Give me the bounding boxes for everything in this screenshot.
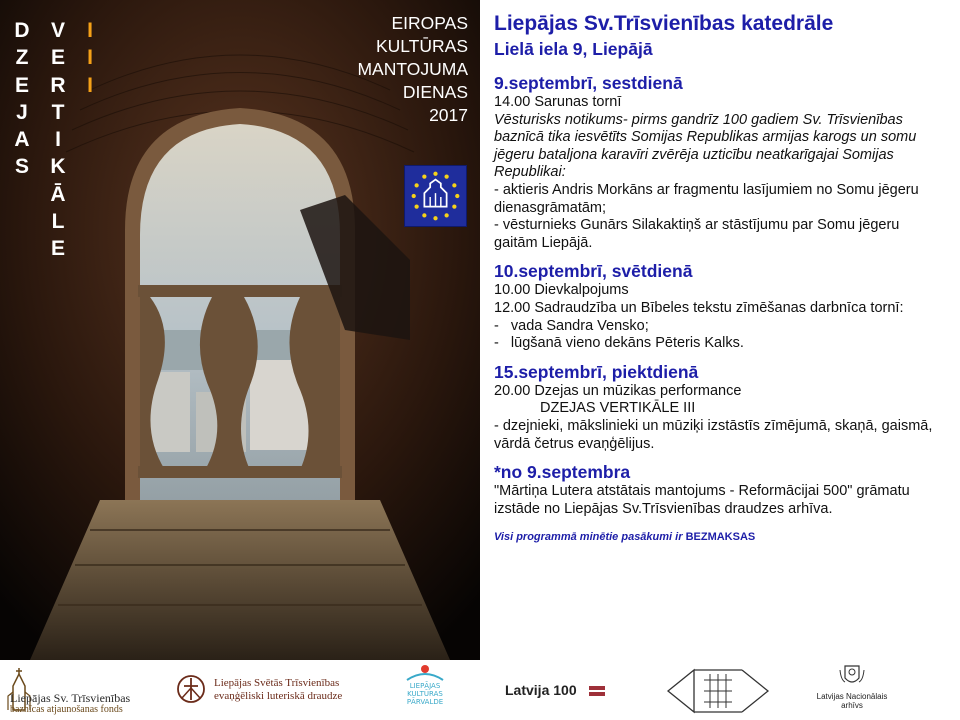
letter: I (87, 19, 93, 42)
latvia100-text: Latvija 100 (505, 682, 577, 698)
letter: Z (15, 46, 29, 70)
free-bold: BEZMAKSAS (685, 531, 756, 544)
culture-board-logo (403, 664, 447, 716)
letter: Ā (50, 182, 66, 206)
sponsor-logos (0, 660, 960, 720)
event-time: 10.00 Dievkalpojums (494, 282, 629, 299)
congregation-logo (176, 668, 361, 712)
heritage-days-label (357, 12, 468, 127)
culture-mark-icon (403, 664, 447, 682)
day-heading-sept9: 9.septembrī, sestdienā (494, 73, 683, 93)
letter: J (16, 100, 28, 124)
letter: E (50, 46, 65, 70)
list-item: - vēsturnieks Gunārs Silakaktiņš ar stāstījumu par Somu jēgeru gaitām Liepājā. (494, 217, 900, 251)
fund-name: Liepājas Sv. Trīsvienības (10, 691, 131, 705)
list-item: - dzejnieki, mākslinieki un mūziķi izstāstīs zīmējumā, skaņā, gaismā, vārdā četrus evaņģēlijus. (494, 417, 933, 452)
event-time: 12.00 Sadraudzība un Bībeles tekstu zīmēšanas darbnīca tornī: (494, 299, 904, 316)
letter: T (51, 100, 65, 124)
archive-line: arhīvs (841, 701, 863, 710)
vertical-letters-col1 (12, 17, 32, 181)
letter: I (87, 46, 93, 70)
archive-line: Latvijas Nacionālais (816, 692, 888, 701)
exhibit-description: "Mārtiņa Lutera atstātais mantojums - Reformācijai 500" grāmatu izstāde no Liepājas Sv.Trīsvienības draudzes arhīva. (494, 483, 910, 517)
fund-sub: baznīcas atjaunošanas fonds (10, 704, 123, 715)
letter: D (14, 19, 30, 42)
list-item: - lūgšanā vieno dekāns Pēteris Kalks. (494, 335, 744, 352)
vertical-letters-col3 (80, 17, 100, 99)
list-item: - vada Sandra Vensko; (494, 317, 649, 334)
archive-text (812, 692, 892, 710)
culture-line: KULTŪRAS (407, 690, 443, 698)
culture-line: LIEPĀJAS (409, 682, 441, 690)
program-text (494, 10, 946, 543)
cross-circle-icon (176, 674, 206, 704)
address: Lielā iela 9, Liepājā (494, 39, 653, 59)
event-time: 20.00 Dzejas un mūzikas performance (494, 382, 742, 399)
letter: I (87, 73, 93, 97)
national-archive-logo (812, 660, 892, 720)
event-time: 14.00 Sarunas tornī (494, 94, 622, 110)
vertical-letters-col2 (48, 17, 68, 263)
culture-text (403, 682, 447, 706)
latvia100-logo (505, 682, 605, 702)
geometric-logo (664, 666, 772, 716)
page-title: Liepājas Sv.Trīsvienības katedrāle (494, 12, 834, 35)
heritage-line: 2017 (429, 105, 468, 125)
event-description: Vēsturisks notikums- pirms gandrīz 100 gadiem Sv. Trīsvienības baznīcā tika iesvētīts Somijas Republikas armijas karogs un somu jēgeru bataljona karavīri zvērēja uzticību neatkarīgajai Somijas Republikai: (494, 111, 917, 181)
letter: I (55, 128, 61, 152)
heritage-line: MANTOJUMA (357, 59, 468, 79)
day-heading-sept10: 10.septembrī, svētdienā (494, 261, 693, 282)
letter: L (51, 210, 65, 234)
heritage-line: EIROPAS (391, 13, 468, 33)
letter: K (50, 155, 66, 179)
letter: V (50, 19, 65, 42)
exhibit-heading: *no 9.septembra (494, 462, 631, 483)
free-admission-note (494, 531, 946, 543)
letter: R (50, 73, 66, 97)
fund-logo (4, 666, 154, 714)
list-item: - aktieris Andris Morkāns ar fragmentu lasījumiem no Somu jēgeru dienasgrāmatām; (494, 181, 919, 216)
congregation-line2: evaņģēliski luteriskā draudze (214, 690, 343, 702)
letter: A (14, 128, 30, 152)
performance-title: DZEJAS VERTIKĀLE III (540, 400, 696, 417)
eu-heritage-logo (404, 165, 467, 227)
heritage-line: KULTŪRAS (375, 36, 468, 56)
letter: S (14, 155, 29, 179)
coat-of-arms-icon (837, 660, 867, 690)
latvia-flag-icon (589, 686, 605, 696)
heritage-line: DIENAS (402, 82, 468, 102)
congregation-line1: Liepājas Svētās Trīsvienības (214, 677, 340, 689)
letter: E (14, 73, 29, 97)
letter: E (50, 237, 65, 261)
poster-left-panel (0, 0, 480, 660)
day-heading-sept15: 15.septembrī, piektdienā (494, 361, 699, 382)
free-text: Visi programmā minētie pasākumi ir (494, 531, 683, 544)
culture-line: PĀRVALDE (406, 698, 444, 706)
